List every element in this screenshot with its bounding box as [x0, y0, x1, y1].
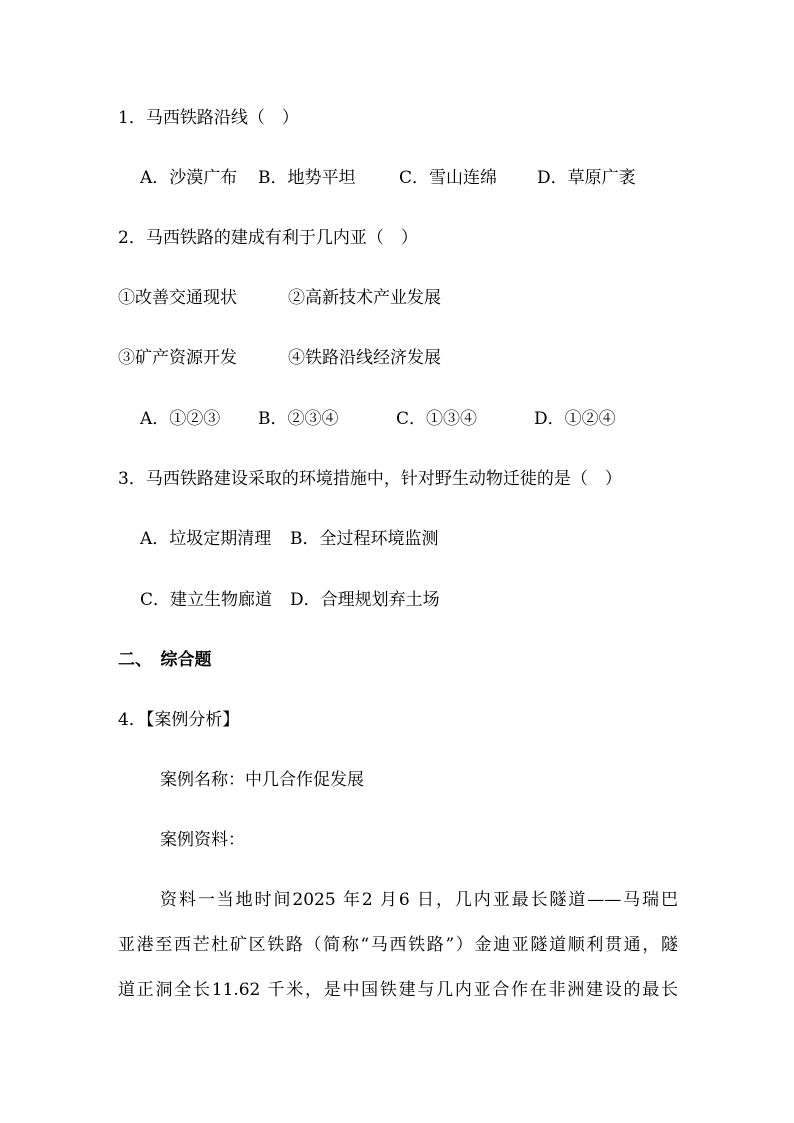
q2-item-1: ①改善交通现状 — [118, 288, 237, 308]
paragraph-line-1: 资料一当地时间2025 年2 月6 日，几内亚最长隧道——马瑞巴 — [160, 890, 678, 910]
q2-item-2: ②高新技术产业发展 — [288, 288, 441, 308]
q2-option-d[interactable]: D．①②④ — [534, 409, 616, 429]
case-name: 案例名称：中几合作促发展 — [160, 770, 364, 790]
q1-option-c[interactable]: C．雪山连绵 — [399, 168, 498, 188]
question-3-options-row-1 — [140, 528, 439, 550]
question-2-items-row-1 — [118, 287, 441, 309]
question-2-stem: 2．马西铁路的建成有利于几内亚（ ） — [118, 228, 418, 248]
case-material-paragraph — [118, 889, 678, 1024]
q2-option-a[interactable]: A．①②③ — [140, 409, 221, 429]
q3-option-d[interactable]: D．合理规划弃土场 — [290, 590, 440, 610]
q3-option-b[interactable]: B．全过程环境监测 — [290, 529, 439, 549]
paragraph-line-3: 道正洞全长11.62 千米，是中国铁建与几内亚合作在非洲建设的最长 — [118, 980, 678, 1000]
q3-option-c[interactable]: C．建立生物廊道 — [140, 590, 273, 610]
q3-option-a[interactable]: A．垃圾定期清理 — [140, 529, 272, 549]
question-2-options — [140, 408, 616, 430]
question-4-stem: 4．【案例分析】 — [118, 710, 240, 730]
q1-option-d[interactable]: D．草原广袤 — [537, 168, 636, 188]
q2-item-4: ④铁路沿线经济发展 — [288, 348, 441, 368]
question-1-options — [140, 167, 636, 189]
question-3-options-row-2 — [140, 589, 440, 611]
q1-option-b[interactable]: B．地势平坦 — [258, 168, 356, 188]
q1-option-a[interactable]: A．沙漠广布 — [140, 168, 238, 188]
case-material-label: 案例资料： — [160, 830, 245, 850]
question-3-stem: 3．马西铁路建设采取的环境措施中，针对野生动物迁徙的是（ ） — [118, 469, 622, 489]
q2-option-c[interactable]: C．①③④ — [396, 409, 478, 429]
question-1-stem: 1．马西铁路沿线（ ） — [118, 108, 299, 128]
q2-option-b[interactable]: B．②③④ — [258, 409, 339, 429]
q2-item-3: ③矿产资源开发 — [118, 348, 237, 368]
section-heading: 二、 综合题 — [118, 650, 212, 670]
question-2-items-row-2 — [118, 347, 441, 369]
paragraph-line-2: 亚港至西芒杜矿区铁路（简称“马西铁路”）金迪亚隧道顺利贯通，隧 — [118, 935, 678, 955]
